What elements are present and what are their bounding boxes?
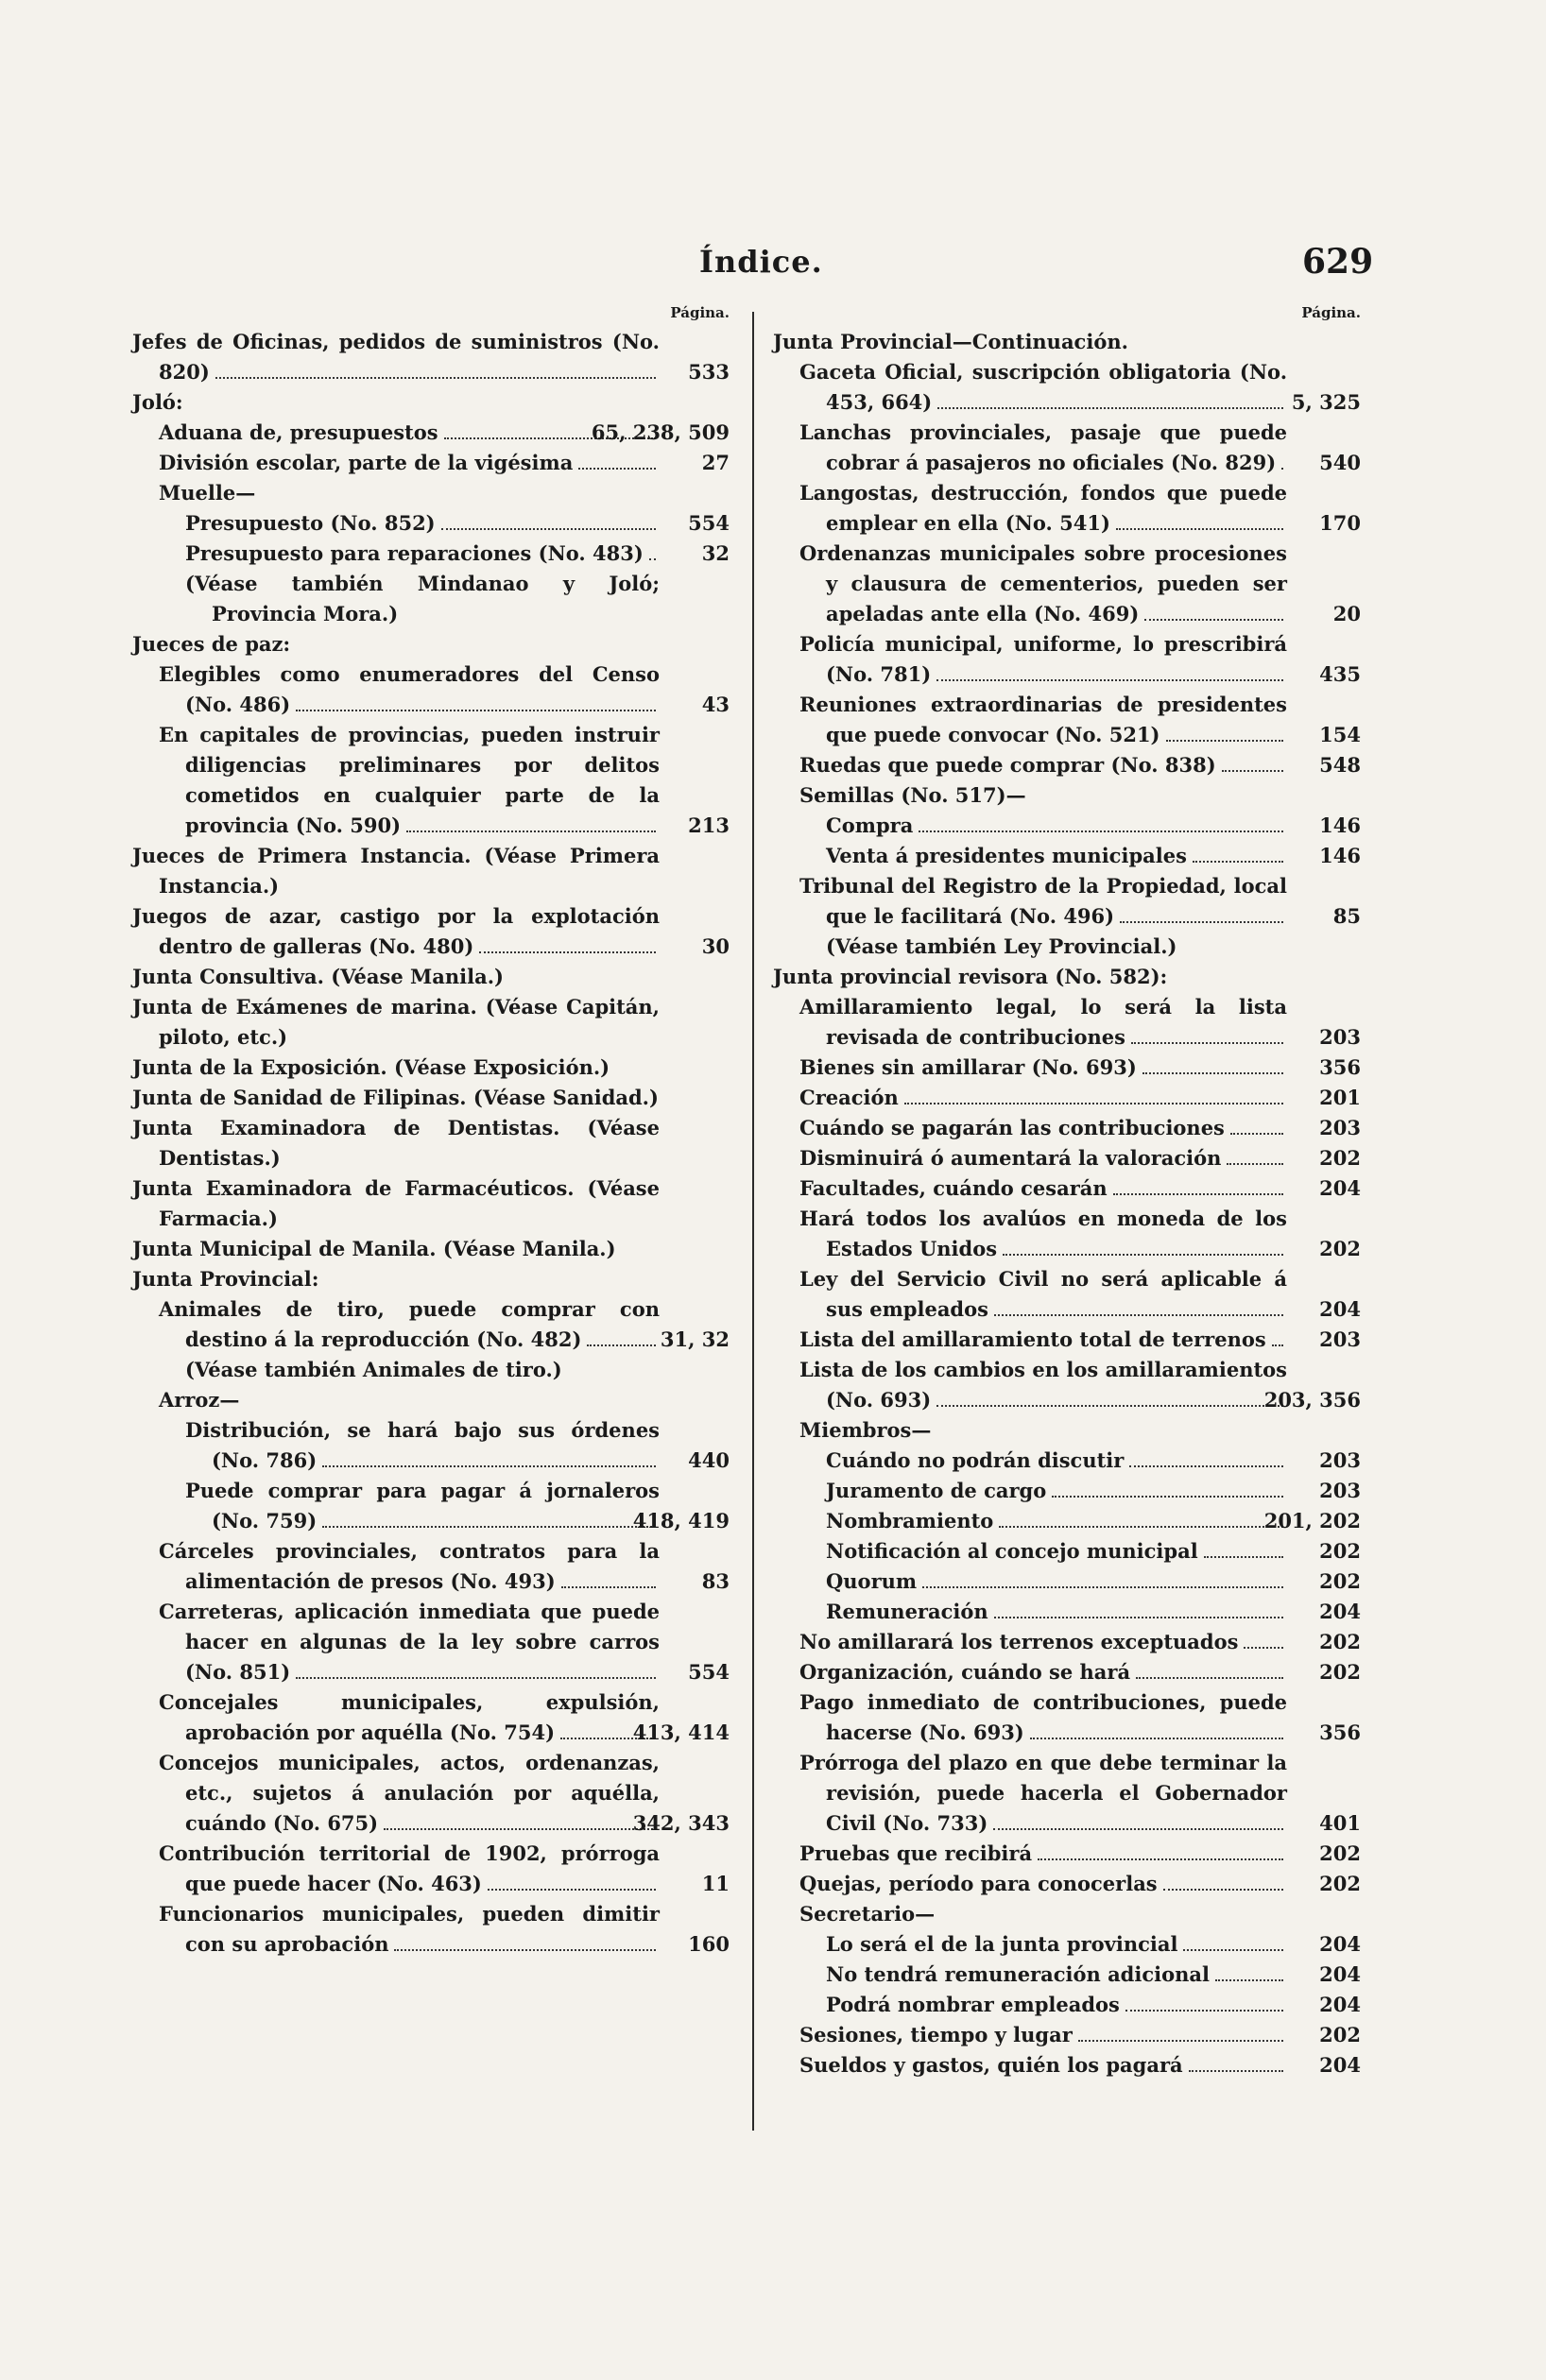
- leader-dots: [1120, 912, 1283, 923]
- leader-dots: [1281, 458, 1283, 470]
- index-entry-text: Joló:: [132, 390, 183, 414]
- index-entry: [185, 539, 730, 569]
- index-entry-page: 203: [1319, 1116, 1361, 1139]
- leader-dots: [1166, 730, 1284, 742]
- leader-dots: [1215, 1970, 1283, 1981]
- leader-dots: [1163, 1879, 1283, 1891]
- index-entry-page: 204: [1319, 1993, 1361, 2016]
- index-entry-page: 32: [701, 541, 730, 565]
- leader-dots: [479, 942, 656, 953]
- index-entry-page: 203: [1319, 1448, 1361, 1472]
- index-entry-text: (Véase también Ley Provincial.): [826, 934, 1177, 958]
- index-entry-text: Lanchas provinciales, pasaje que puede cobrar á pasajeros no oficiales (No. 829): [799, 420, 1287, 474]
- index-entry: [799, 1899, 1361, 1929]
- index-entry: [159, 1294, 730, 1355]
- leader-dots: [994, 1607, 1283, 1618]
- index-entry: [799, 1415, 1361, 1446]
- index-entry-page: 202: [1319, 2023, 1361, 2046]
- index-entry-text: Carreteras, aplicación inmediata que puede hacer en algunas de la ley sobre carros (No. 851): [159, 1600, 660, 1684]
- index-entry-page: 413, 414: [632, 1721, 730, 1744]
- leader-dots: [1003, 1244, 1283, 1256]
- leader-dots: [922, 1577, 1283, 1588]
- index-entry-page: 203: [1319, 1025, 1361, 1049]
- index-entry: [185, 1415, 730, 1476]
- leader-dots: [1144, 609, 1283, 621]
- index-entry-page: 554: [688, 1660, 730, 1684]
- index-entry: [799, 629, 1361, 690]
- index-entry-text: Arroz—: [159, 1388, 240, 1412]
- leader-dots: [1113, 1184, 1283, 1195]
- index-entry: [159, 1839, 730, 1899]
- index-entry-page: 202: [1319, 1630, 1361, 1653]
- index-entry-text: Presupuesto (No. 852): [185, 511, 436, 535]
- index-entry: [159, 1687, 730, 1748]
- index-entry-text: No amillarará los terrenos exceptuados: [799, 1630, 1239, 1653]
- index-entry-page: 204: [1319, 1932, 1361, 1956]
- index-entry: [132, 327, 730, 387]
- index-entry-page: 202: [1319, 1569, 1361, 1593]
- index-entry-page: 202: [1319, 1237, 1361, 1260]
- index-entry-text: En capitales de provincias, pueden instruir diligencias preliminares por delitos cometidos en cualquier parte de la provincia (No. 590): [159, 723, 660, 837]
- index-entry-page: 202: [1319, 1841, 1361, 1865]
- page-title: Índice.: [699, 244, 823, 280]
- leader-dots: [296, 700, 656, 711]
- index-entry-text: Sueldos y gastos, quién los pagará: [799, 2053, 1183, 2077]
- leader-dots: [1272, 1335, 1283, 1346]
- index-entry-page: 201: [1319, 1086, 1361, 1109]
- index-entry-text: Junta de Sanidad de Filipinas. (Véase Sanidad.): [132, 1086, 659, 1109]
- index-entry: [799, 478, 1361, 539]
- index-entry-page: 435: [1319, 662, 1361, 686]
- leader-dots: [649, 549, 656, 560]
- index-entry: [159, 1899, 730, 1960]
- index-entry-text: Bienes sin amillarar (No. 693): [799, 1055, 1137, 1079]
- index-entry-page: 146: [1319, 813, 1361, 837]
- index-entry-text: Secretario—: [799, 1902, 936, 1926]
- leader-dots: [1142, 1063, 1283, 1074]
- leader-dots: [1078, 2030, 1283, 2042]
- index-entry-text: Cuándo se pagarán las contribuciones: [799, 1116, 1225, 1139]
- index-entry: [799, 1627, 1361, 1657]
- index-entry-page: 213: [688, 813, 730, 837]
- index-entry-page: 440: [688, 1448, 730, 1472]
- left-entries: [132, 327, 730, 1960]
- index-entry-text: (Véase también Animales de tiro.): [185, 1358, 562, 1381]
- leader-dots: [215, 368, 656, 379]
- index-entry-text: Jueces de Primera Instancia. (Véase Primera Instancia.): [132, 844, 660, 898]
- index-entry-page: 31, 32: [660, 1327, 730, 1351]
- index-entry-text: Venta á presidentes municipales: [826, 844, 1187, 867]
- index-entry: [826, 1929, 1361, 1960]
- index-entry-text: Junta Examinadora de Farmacéuticos. (Véase Farmacia.): [132, 1176, 660, 1230]
- index-entry: [826, 1990, 1361, 2020]
- index-entry: [799, 1053, 1361, 1083]
- leader-dots: [322, 1456, 656, 1467]
- pagina-label-left: Página.: [670, 304, 730, 321]
- index-entry-text: División escolar, parte de la vigésima: [159, 451, 574, 474]
- leader-dots: [993, 1819, 1283, 1830]
- index-entry-page: 170: [1319, 511, 1361, 535]
- index-entry-text: Junta Municipal de Manila. (Véase Manila.): [132, 1237, 616, 1260]
- index-entry-text: Sesiones, tiempo y lugar: [799, 2023, 1073, 2046]
- index-entry: [159, 1385, 730, 1415]
- index-entry-text: Hará todos los avalúos en moneda de los Estados Unidos: [799, 1207, 1287, 1260]
- leader-dots: [937, 398, 1283, 409]
- index-entry: [799, 1204, 1361, 1264]
- leader-dots: [936, 1395, 1283, 1407]
- index-entry: [799, 1325, 1361, 1355]
- index-entry: [799, 357, 1361, 418]
- index-entry-page: 204: [1319, 2053, 1361, 2077]
- leader-dots: [999, 1516, 1283, 1528]
- index-entry-text: Jueces de paz:: [132, 632, 291, 656]
- index-entry-text: (Véase también Mindanao y Joló; Provincia Mora.): [185, 572, 660, 625]
- index-entry: [799, 750, 1361, 780]
- index-entry: [826, 1476, 1361, 1506]
- index-entry-text: Disminuirá ó aumentará la valoración: [799, 1146, 1222, 1170]
- index-entry-text: Langostas, destrucción, fondos que puede emplear en ella (No. 541): [799, 481, 1287, 535]
- index-entry-page: 202: [1319, 1539, 1361, 1563]
- index-entry: [132, 629, 730, 659]
- index-entry: [132, 387, 730, 418]
- right-column: [773, 304, 1361, 2080]
- index-entry-page: 204: [1319, 1962, 1361, 1986]
- leader-dots: [1038, 1849, 1283, 1860]
- index-entry-text: Miembros—: [799, 1418, 932, 1442]
- index-entry: [185, 1355, 730, 1385]
- leader-dots: [384, 1819, 656, 1830]
- leader-dots: [1227, 1154, 1283, 1165]
- index-entry-text: Amillaramiento legal, lo será la lista revisada de contribuciones: [799, 995, 1287, 1049]
- index-entry: [132, 841, 730, 901]
- index-entry: [826, 1597, 1361, 1627]
- leader-dots: [406, 821, 656, 832]
- index-entry-text: Podrá nombrar empleados: [826, 1993, 1120, 2016]
- index-entry-page: 20: [1332, 602, 1361, 625]
- index-entry-text: Creación: [799, 1086, 899, 1109]
- index-entry: [132, 1083, 730, 1113]
- leader-dots: [1189, 2061, 1283, 2072]
- index-entry-text: Junta Examinadora de Dentistas. (Véase Dentistas.): [132, 1116, 660, 1170]
- leader-dots: [587, 1335, 656, 1346]
- index-entry-text: Cuándo no podrán discutir: [826, 1448, 1125, 1472]
- index-entry: [799, 2020, 1361, 2050]
- index-entry: [159, 448, 730, 478]
- pagina-label-right: Página.: [1301, 304, 1361, 321]
- index-entry-text: Pruebas que recibirá: [799, 1841, 1033, 1865]
- index-entry-page: 540: [1319, 451, 1361, 474]
- index-entry: [132, 992, 730, 1053]
- index-entry-text: Tribunal del Registro de la Propiedad, local que le facilitará (No. 496): [799, 874, 1287, 928]
- index-entry-text: Junta de Exámenes de marina. (Véase Capitán, piloto, etc.): [132, 995, 660, 1049]
- leader-dots: [1183, 1940, 1283, 1951]
- index-entry: [159, 1748, 730, 1839]
- index-entry-text: Aduana de, presupuestos: [159, 420, 438, 444]
- index-entry-page: 203: [1319, 1327, 1361, 1351]
- index-entry-page: 65, 238, 509: [591, 420, 730, 444]
- index-entry: [826, 1536, 1361, 1567]
- index-entry-text: Lista de los cambios en los amillaramientos (No. 693): [799, 1358, 1287, 1412]
- index-entry-page: 11: [701, 1872, 730, 1895]
- index-entry-text: Compra: [826, 813, 914, 837]
- index-entry: [799, 1657, 1361, 1687]
- index-entry-text: Quejas, período para conocerlas: [799, 1872, 1158, 1895]
- index-entry: [799, 1748, 1361, 1839]
- index-entry-text: Muelle—: [159, 481, 256, 505]
- index-entry-text: Lista del amillaramiento total de terrenos: [799, 1327, 1266, 1351]
- index-entry-text: Lo será el de la junta provincial: [826, 1932, 1178, 1956]
- index-entry-text: Organización, cuándo se hará: [799, 1660, 1131, 1684]
- leader-dots: [578, 458, 656, 470]
- index-entry: [826, 1567, 1361, 1597]
- index-entry-text: Cárceles provinciales, contratos para la alimentación de presos (No. 493): [159, 1539, 660, 1593]
- index-entry-text: Remuneración: [826, 1600, 988, 1623]
- index-entry: [799, 1173, 1361, 1204]
- index-entry: [799, 1687, 1361, 1748]
- index-entry: [799, 1264, 1361, 1325]
- leader-dots: [441, 519, 656, 530]
- index-entry: [826, 1506, 1361, 1536]
- index-entry-text: Gaceta Oficial, suscripción obligatoria (No. 453, 664): [799, 360, 1287, 414]
- index-entry-page: 548: [1319, 753, 1361, 777]
- index-entry-text: Junta Consultiva. (Véase Manila.): [132, 965, 504, 988]
- index-entry-text: Contribución territorial de 1902, prórroga que puede hacer (No. 463): [159, 1841, 660, 1895]
- index-entry-text: Junta Provincial:: [132, 1267, 319, 1291]
- index-entry: [799, 780, 1361, 811]
- index-entry-text: Elegibles como enumeradores del Censo (No. 486): [159, 662, 660, 716]
- index-entry-text: Presupuesto para reparaciones (No. 483): [185, 541, 644, 565]
- index-entry-text: Junta de la Exposición. (Véase Exposición.): [132, 1055, 610, 1079]
- index-entry: [799, 1143, 1361, 1173]
- leader-dots: [1125, 2000, 1283, 2012]
- index-entry: [799, 1869, 1361, 1899]
- leader-dots: [296, 1668, 656, 1679]
- index-entry: [799, 992, 1361, 1053]
- index-entry-text: Funcionarios municipales, pueden dimitir con su aprobación: [159, 1902, 660, 1956]
- index-entry: [826, 811, 1361, 841]
- index-entry-page: 202: [1319, 1660, 1361, 1684]
- index-entry: [159, 1597, 730, 1687]
- index-entry: [826, 841, 1361, 871]
- index-entry-text: Prórroga del plazo en que debe terminar la revisión, puede hacerla el Gobernador Civil (No. 733): [799, 1751, 1287, 1835]
- index-entry: [799, 418, 1361, 478]
- index-entry-text: Policía municipal, uniforme, lo prescribirá (No. 781): [799, 632, 1287, 686]
- leader-dots: [488, 1879, 656, 1891]
- left-column: [132, 304, 730, 1960]
- index-entry: [132, 1053, 730, 1083]
- index-entry-text: Distribución, se hará bajo sus órdenes (No. 786): [185, 1418, 660, 1472]
- leader-dots: [322, 1516, 656, 1528]
- index-entry-page: 202: [1319, 1872, 1361, 1895]
- index-entry-page: 5, 325: [1291, 390, 1361, 414]
- page-number: 629: [1302, 242, 1374, 282]
- leader-dots: [1030, 1728, 1283, 1739]
- index-entry: [799, 2050, 1361, 2080]
- index-entry-text: Juramento de cargo: [826, 1479, 1047, 1502]
- index-entry: [132, 1113, 730, 1173]
- leader-dots: [919, 821, 1283, 832]
- leader-dots: [994, 1305, 1283, 1316]
- index-entry-text: Junta Provincial—Continuación.: [773, 330, 1128, 353]
- leader-dots: [1193, 851, 1283, 863]
- index-entry-text: Quorum: [826, 1569, 918, 1593]
- index-entry: [132, 1264, 730, 1294]
- index-entry: [132, 1173, 730, 1234]
- index-entry: [799, 1839, 1361, 1869]
- index-entry-text: Juegos de azar, castigo por la explotación dentro de galleras (No. 480): [132, 904, 660, 958]
- leader-dots: [394, 1940, 656, 1951]
- index-entry: [185, 569, 730, 629]
- index-entry-text: Jefes de Oficinas, pedidos de suministros (No. 820): [132, 330, 660, 384]
- index-entry: [132, 962, 730, 992]
- index-entry-page: 160: [688, 1932, 730, 1956]
- index-entry: [826, 932, 1361, 962]
- leader-dots: [1052, 1486, 1283, 1498]
- index-entry: [773, 962, 1361, 992]
- index-entry-page: 83: [701, 1569, 730, 1593]
- index-entry-text: Reuniones extraordinarias de presidentes que puede convocar (No. 521): [799, 693, 1287, 746]
- index-entry: [799, 871, 1361, 932]
- index-entry-text: Ley del Servicio Civil no será aplicable á sus empleados: [799, 1267, 1287, 1321]
- index-entry-page: 85: [1332, 904, 1361, 928]
- index-entry: [185, 508, 730, 539]
- index-entry-page: 533: [688, 360, 730, 384]
- leader-dots: [561, 1577, 656, 1588]
- index-entry-text: Nombramiento: [826, 1509, 994, 1532]
- index-entry-page: 418, 419: [632, 1509, 730, 1532]
- leader-dots: [1230, 1123, 1283, 1135]
- index-entry-page: 43: [701, 693, 730, 716]
- index-entry-text: Ordenanzas municipales sobre procesiones y clausura de cementerios, pueden ser apeladas ante ella (No. 469): [799, 541, 1287, 625]
- leader-dots: [1131, 1033, 1283, 1044]
- leader-dots: [1116, 519, 1283, 530]
- index-entry-text: Junta provincial revisora (No. 582):: [773, 965, 1168, 988]
- index-entry-text: Concejos municipales, actos, ordenanzas, etc., sujetos á anulación por aquélla, cuándo (No. 675): [159, 1751, 660, 1835]
- index-entry: [185, 1476, 730, 1536]
- index-entry-page: 356: [1319, 1721, 1361, 1744]
- index-entry-page: 554: [688, 511, 730, 535]
- index-entry-text: Animales de tiro, puede comprar con destino á la reproducción (No. 482): [159, 1297, 660, 1351]
- index-entry-page: 30: [701, 934, 730, 958]
- index-entry-page: 342, 343: [632, 1811, 730, 1835]
- leader-dots: [904, 1093, 1283, 1104]
- index-entry-text: Ruedas que puede comprar (No. 838): [799, 753, 1216, 777]
- index-entry: [159, 659, 730, 720]
- index-entry-page: 356: [1319, 1055, 1361, 1079]
- index-entry-page: 202: [1319, 1146, 1361, 1170]
- index-entry-page: 201, 202: [1263, 1509, 1361, 1532]
- index-entry-page: 203: [1319, 1479, 1361, 1502]
- index-entry-text: Concejales municipales, expulsión, aprobación por aquélla (No. 754): [159, 1690, 660, 1744]
- index-entry: [826, 1446, 1361, 1476]
- index-entry: [799, 1083, 1361, 1113]
- leader-dots: [936, 670, 1283, 681]
- index-entry-page: 204: [1319, 1297, 1361, 1321]
- index-entry: [159, 1536, 730, 1597]
- index-entry-text: Semillas (No. 517)—: [799, 783, 1026, 807]
- index-entry-page: 204: [1319, 1176, 1361, 1200]
- index-entry: [826, 1960, 1361, 1990]
- index-entry-text: Facultades, cuándo cesarán: [799, 1176, 1108, 1200]
- right-entries: [773, 327, 1361, 2080]
- index-entry-page: 27: [701, 451, 730, 474]
- index-entry: [773, 327, 1361, 357]
- index-entry-text: Pago inmediato de contribuciones, puede hacerse (No. 693): [799, 1690, 1287, 1744]
- index-entry: [799, 539, 1361, 629]
- index-entry: [159, 418, 730, 448]
- index-entry-page: 401: [1319, 1811, 1361, 1835]
- index-entry: [132, 1234, 730, 1264]
- index-entry-page: 146: [1319, 844, 1361, 867]
- index-entry: [799, 1355, 1361, 1415]
- leader-dots: [1136, 1668, 1283, 1679]
- leader-dots: [1222, 761, 1283, 772]
- index-entry-text: Puede comprar para pagar á jornaleros (No. 759): [185, 1479, 660, 1532]
- index-entry: [799, 690, 1361, 750]
- index-entry-page: 203, 356: [1263, 1388, 1361, 1412]
- leader-dots: [1244, 1637, 1283, 1649]
- leader-dots: [1204, 1547, 1283, 1558]
- index-entry: [159, 720, 730, 841]
- leader-dots: [1129, 1456, 1283, 1467]
- index-entry-text: Notificación al concejo municipal: [826, 1539, 1198, 1563]
- index-entry: [132, 901, 730, 962]
- column-divider: [752, 312, 754, 2131]
- index-entry-text: No tendrá remuneración adicional: [826, 1962, 1210, 1986]
- index-entry-page: 154: [1319, 723, 1361, 746]
- index-entry: [159, 478, 730, 508]
- index-entry: [799, 1113, 1361, 1143]
- index-entry-page: 204: [1319, 1600, 1361, 1623]
